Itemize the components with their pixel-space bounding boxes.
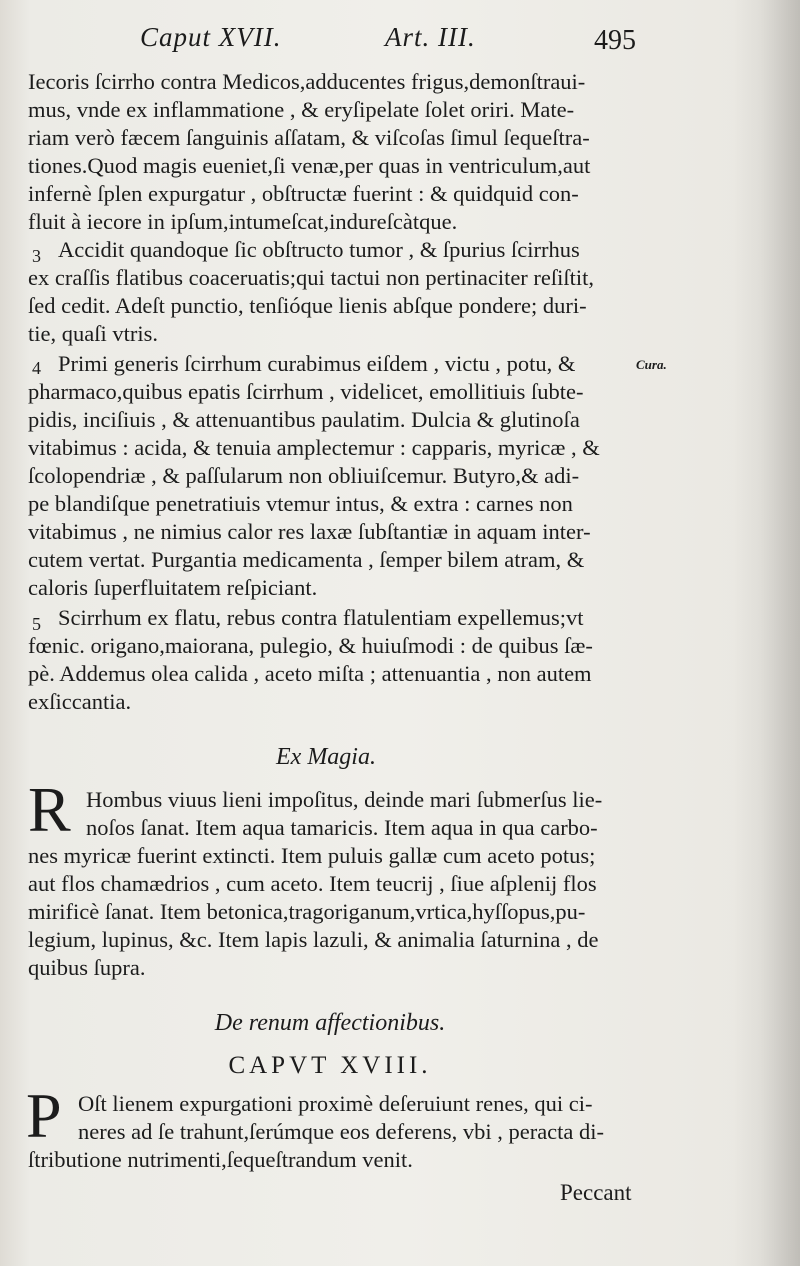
page-number: 495	[594, 25, 636, 56]
section-heading-renum: De renum affectionibus.	[214, 1010, 446, 1036]
adjacent-page-shadow	[732, 0, 800, 1266]
section-number: 4	[32, 358, 41, 378]
text-line: Primi generis ſcirrhum curabimus eiſdem , victu , potu, &	[58, 351, 576, 376]
text-line: legium, lupinus, &c. Item lapis lazuli, & animalia ſaturnina , de	[28, 927, 599, 952]
text-line: Scirrhum ex flatu, rebus contra flatulentiam expellemus;vt	[58, 605, 584, 630]
text-line: fœnic. origano,maiorana, pulegio, & huiuſmodi : de quibus ſæ-	[28, 633, 593, 658]
text-line: aut flos chamædrios , cum aceto. Item teucrij , ſiue aſplenij flos	[28, 871, 597, 896]
text-line: nes myricæ fuerint extincti. Item puluis gallæ cum aceto potus;	[28, 843, 596, 868]
running-header	[0, 22, 800, 62]
text-line: infernè ſplen expurgatur , obſtructæ fuerint : & quidquid con-	[28, 181, 579, 206]
text-line: vitabimus : acida, & tenuia amplectemur : capparis, myricæ , &	[28, 435, 600, 460]
section-number: 5	[32, 614, 41, 634]
text-line: mus, vnde ex inflammatione , & eryſipelate ſolet oriri. Mate-	[28, 97, 575, 122]
text-line: Hombus viuus lieni impoſitus, deinde mari ſubmerſus lie-	[86, 787, 603, 812]
text-line: tie, quaſi vtris.	[28, 321, 158, 346]
text-line: Iecoris ſcirrho contra Medicos,adducentes frigus,demonſtraui-	[28, 69, 586, 94]
section-number: 3	[32, 246, 41, 266]
text-line: pidis, inciſiuis , & attenuantibus paulatim. Dulcia & glutinoſa	[28, 407, 580, 432]
text-line: ſcolopendriæ , & paſſularum non obliuiſcemur. Butyro,& adi-	[28, 463, 580, 488]
text-line: riam verò fæcem ſanguinis aſſatam, & viſcoſas ſimul ſequeſtra-	[28, 125, 590, 150]
text-line: Accidit quandoque ſic obſtructo tumor , & ſpurius ſcirrhus	[58, 237, 580, 262]
header-article: Art. III.	[385, 22, 476, 52]
text-line: ſed cedit. Adeſt punctio, tenſióque lienis abſque pondere; duri-	[28, 293, 587, 318]
header-chapter: Caput XVII.	[140, 22, 282, 52]
text-line: quibus ſupra.	[28, 955, 146, 980]
section-heading-magia: Ex Magia.	[276, 744, 376, 770]
text-line: exſiccantia.	[28, 689, 132, 714]
text-line: pè. Addemus olea calida , aceto miſta ; attenuantia , non autem	[28, 661, 592, 686]
text-line: mirificè ſanat. Item betonica,tragoriganum,vrtica,hyſſopus,pu-	[28, 899, 586, 924]
drop-cap: R	[28, 774, 71, 845]
catchword: Peccant	[560, 1180, 632, 1205]
text-line: neres ad ſe trahunt,ſerúmque eos deferens, vbi , peracta di-	[78, 1119, 605, 1144]
text-line: pharmaco,quibus epatis ſcirrhum , videlicet, emollitiuis ſubte-	[28, 379, 584, 404]
margin-note: Cura.	[636, 357, 667, 372]
text-line: ſtributione nutrimenti,ſequeſtrandum venit.	[28, 1147, 413, 1172]
text-line: tiones.Quod magis eueniet,ſi venæ,per quas in ventriculum,aut	[28, 153, 591, 178]
text-line: vitabimus , ne nimius calor res laxæ ſubſtantiæ in aquam inter-	[28, 519, 591, 544]
text-line: ex craſſis flatibus coaceruatis;qui tactui non pertinaciter reſiſtit,	[28, 265, 595, 290]
drop-cap: P	[26, 1080, 62, 1151]
text-line: Oſt lienem expurgationi proximè deſeruiunt renes, qui ci-	[78, 1091, 593, 1116]
text-line: fluit à iecore in ipſum,intumeſcat,indureſcàtque.	[28, 209, 458, 234]
text-line: caloris ſuperfluitatem reſpiciant.	[28, 575, 318, 600]
text-line: noſos ſanat. Item aqua tamaricis. Item aqua in qua carbo-	[86, 815, 598, 840]
chapter-title: CAPVT XVIII.	[228, 1052, 432, 1079]
text-line: cutem vertat. Purgantia medicamenta , ſemper bilem atram, &	[28, 547, 585, 572]
text-line: pe blandiſque penetratiuis vtemur intus, & extra : carnes non	[28, 491, 573, 516]
